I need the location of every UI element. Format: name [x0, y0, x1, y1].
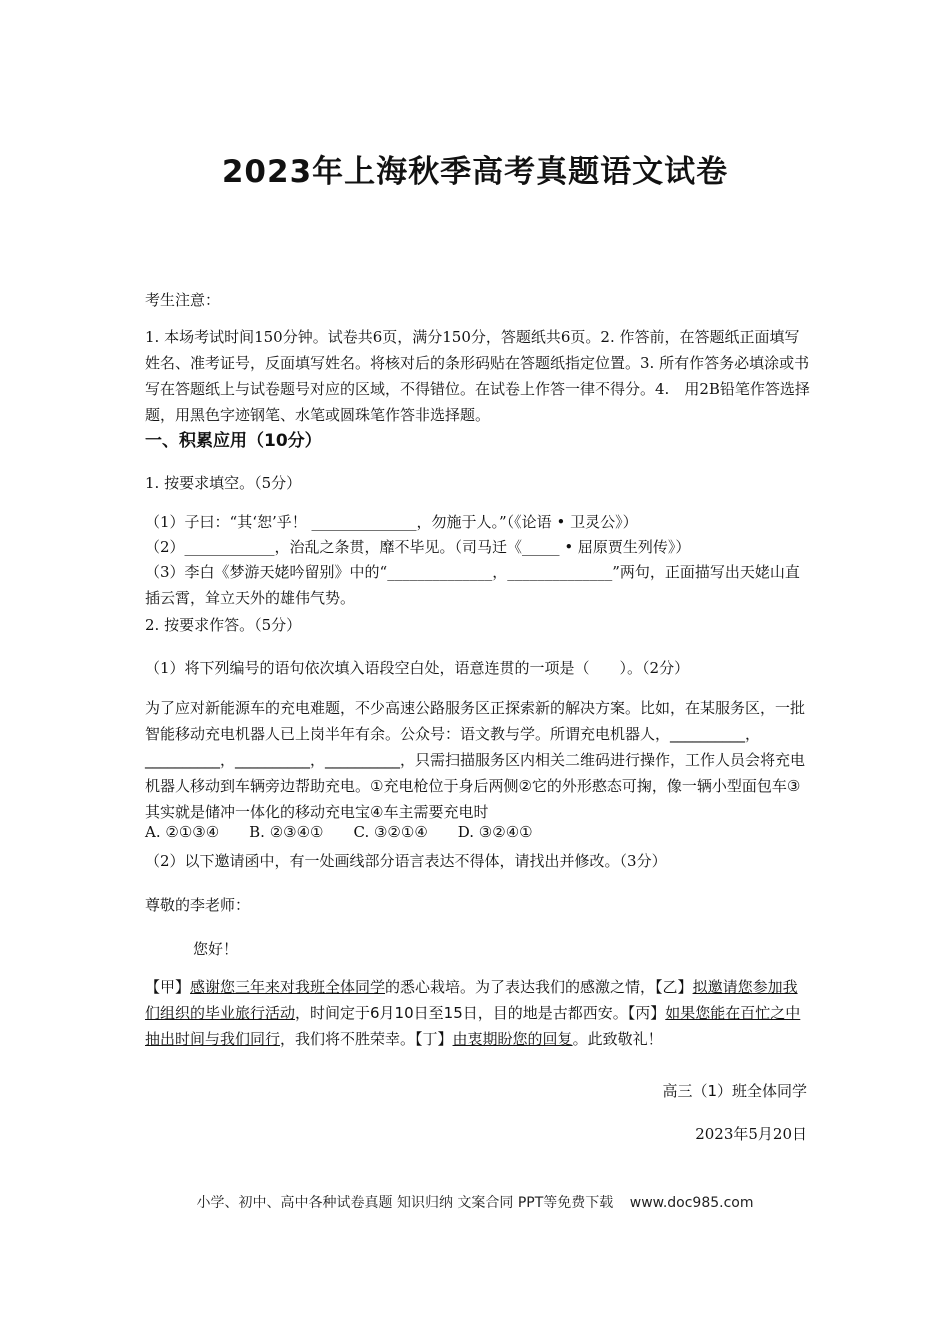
text-ding-rest: 。此致敬礼！ [572, 1030, 663, 1048]
page-footer [0, 1192, 950, 1212]
tag-yi: 【乙】 [655, 978, 693, 996]
tag-ding: 【丁】 [415, 1030, 453, 1048]
underlined-ding: 由衷期盼您的回复 [452, 1030, 573, 1048]
q2-sub2: （2）以下邀请函中，有一处画线部分语言表达不得体，请找出并修改。（3分） [145, 852, 667, 870]
letter-salutation: 尊敬的李老师： [145, 896, 251, 914]
text-bing-rest: ，我们将不胜荣幸。 [280, 1030, 416, 1048]
q2-sub1: （1）将下列编号的语句依次填入语段空白处，语意连贯的一项是（ ）。（2分） [145, 659, 690, 677]
notice-body: 1. 本场考试时间150分钟。试卷共6页，满分150分，答题纸共6页。2. 作答前，在答题纸正面填写姓名、准考证号，反面填写姓名。将核对后的条形码贴在答题纸指定位置。3. 所有作答务必填涂或书写在答题纸上与试卷题号对应的区域，不得错位。在试卷上作答一律不得分。4. 用2B铅笔作答选择题，用黑色字迹钢笔、水笔或圆珠笔作答非选择题。 [145, 328, 810, 424]
underlined-bing: 如果您能在百忙之中抽出时间与我们同行 [145, 1004, 801, 1048]
text-yi-rest: ，时间定于6月10日至15日，目的地是古都西安。 [295, 1004, 628, 1022]
text-jia-rest: 的悉心栽培。为了表达我们的感激之情， [385, 978, 656, 996]
letter-date: 2023年5月20日 [695, 1125, 807, 1143]
letter-body [145, 974, 810, 1052]
page-title: 2023年上海秋季高考真题语文试卷 [221, 154, 729, 190]
tag-jia: 【甲】 [145, 978, 191, 996]
tag-bing: 【丙】 [627, 1004, 666, 1022]
underlined-yi: 拟邀请您参加我们组织的毕业旅行活动 [145, 978, 798, 1022]
underlined-jia: 感谢您三年来对我班全体同学 [190, 978, 386, 996]
q1-line3: （3）李白《梦游天姥吟留别》中的“______________，______________”两句，正面描写出天姥山直插云霄，耸立天外的雄伟气势。 [145, 563, 800, 607]
q2-options: A. ②①③④ B. ②③④① C. ③②①④ D. ③②④① [145, 823, 533, 841]
q1-line1: （1）子曰：“其‘恕’乎！ ______________，勿施于人。”（《论语 • 卫灵公》） [145, 513, 638, 531]
notice-heading: 考生注意： [145, 291, 221, 309]
letter-greeting: 您好！ [193, 940, 239, 958]
footer-url: www.doc985.com [629, 1195, 754, 1211]
q2-prompt: 2. 按要求作答。（5分） [145, 616, 302, 634]
q2-passage: 为了应对新能源车的充电难题，不少高速公路服务区正探索新的解决方案。比如，在某服务区，一批智能移动充电机器人已上岗半年有余。公众号：语文教与学。所谓充电机器人，__________，__________，__________，__________，只需扫描服务区内相关二维码进行操作，工作人员会将充电机器人移动到车辆旁边帮助充电。①充电枪位于身后两侧②它的外形憨态可掬，像一辆小型面包车③其实就是储冲一体化的移动充电宝④车主需要充电时 [145, 699, 806, 821]
q1-line2: （2）____________，治乱之条贯，靡不毕见。（司马迁《_____ • 屈原贾生列传》） [145, 538, 691, 556]
letter-signature: 高三（1）班全体同学 [662, 1082, 807, 1100]
footer-text: 小学、初中、高中各种试卷真题 知识归纳 文案合同 PPT等免费下载 [196, 1195, 614, 1211]
q1-prompt: 1. 按要求填空。（5分） [145, 474, 302, 492]
section-heading: 一、积累应用（10分） [145, 431, 322, 451]
